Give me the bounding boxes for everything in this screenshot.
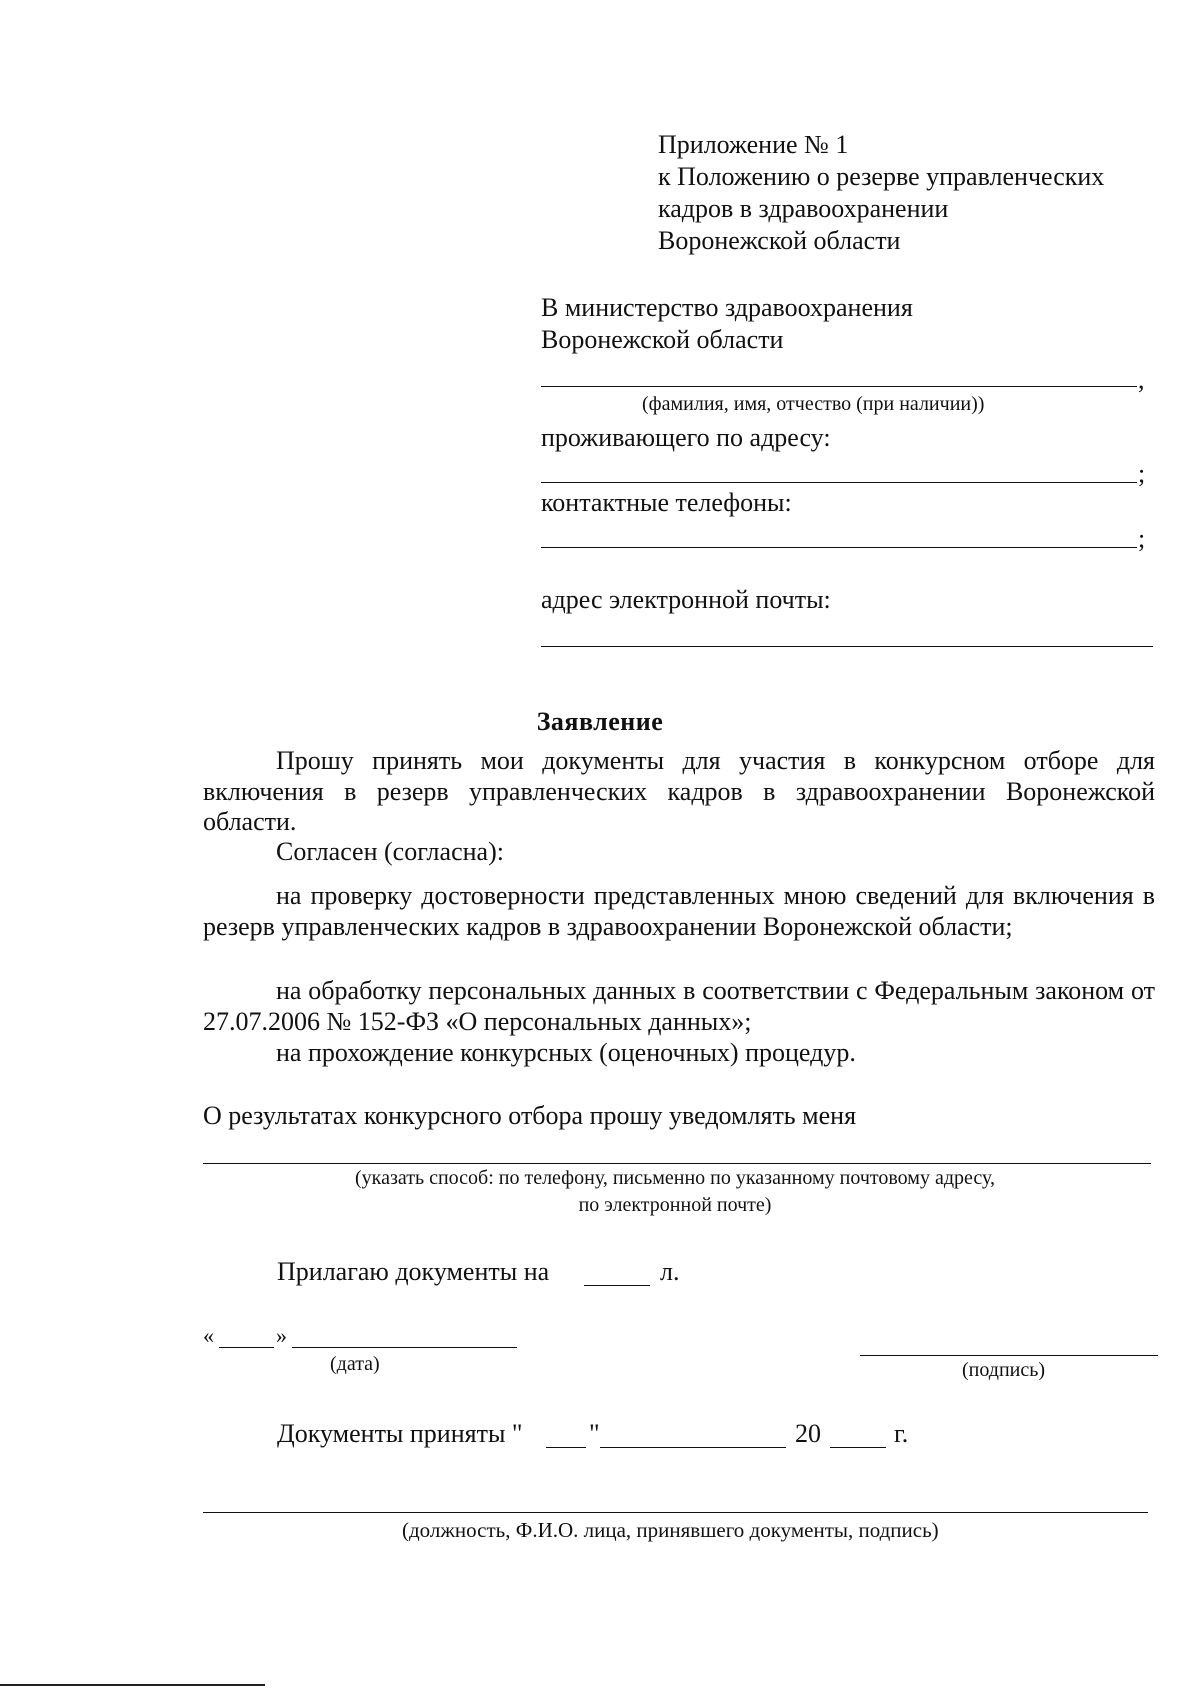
attach-suffix: л. [660, 1257, 680, 1286]
accepted-year-blank [830, 1447, 886, 1448]
accepted-day-blank [546, 1447, 586, 1448]
fio-blank-line [541, 386, 1137, 387]
paragraph-consent-verification: на проверку достоверности представленных мною сведений для включения в резерв управленческих кадров в здравоохранении Воронежской области; [203, 881, 1155, 941]
fio-comma: , [1138, 365, 1145, 394]
signature-blank-line [860, 1355, 1158, 1356]
date-open-quote: « [203, 1323, 214, 1348]
notify-hint-line-2: по электронной почте) [578, 1194, 772, 1216]
email-label: адрес электронной почты: [541, 585, 831, 614]
addressee-line-2: Воронежской области [541, 325, 784, 354]
phones-semicolon: ; [1138, 524, 1146, 553]
phones-label: контактные телефоны: [541, 488, 792, 517]
accepted-year-suffix: г. [894, 1419, 909, 1448]
paragraph-consent-procedures: на прохождение конкурсных (оценочных) процедур. [276, 1038, 856, 1067]
notify-text: О результатах конкурсного отбора прошу уведомлять меня [203, 1101, 857, 1130]
appendix-number: Приложение № 1 [658, 130, 849, 159]
email-blank-line [541, 646, 1153, 647]
accepted-year-prefix: 20 [795, 1419, 821, 1448]
paragraph-request: Прошу принять мои документы для участия в конкурсном отборе для включения в резерв управленческих кадров в здравоохранении Воронежской области. [203, 746, 1155, 836]
document-title: Заявление [536, 707, 664, 736]
residence-label: проживающего по адресу: [541, 423, 831, 452]
attach-pages-blank [584, 1285, 650, 1286]
notify-blank-line [203, 1163, 1151, 1164]
attach-prefix: Прилагаю документы на [277, 1257, 550, 1286]
accepted-by-hint: (должность, Ф.И.О. лица, принявшего документы, подпись) [402, 1518, 939, 1542]
notify-hint-line-1: (указать способ: по телефону, письменно по указанному почтовому адресу, [355, 1167, 995, 1189]
scan-edge-mark [0, 1684, 265, 1686]
phones-blank-line [541, 547, 1137, 548]
paragraph-consent-personal-data: на обработку персональных данных в соответствии с Федеральным законом от 27.07.2006 № 152-ФЗ «О персональных данных»; [203, 976, 1155, 1036]
accepted-mid-quote: " [589, 1419, 600, 1448]
appendix-line-4: Воронежской области [658, 226, 901, 255]
date-month-blank [292, 1347, 517, 1348]
accepted-by-blank-line [203, 1512, 1148, 1513]
residence-semicolon: ; [1138, 459, 1146, 488]
signature-hint: (подпись) [962, 1359, 1046, 1381]
addressee-line-1: В министерство здравоохранения [541, 293, 913, 322]
accepted-month-blank [600, 1447, 786, 1448]
fio-hint: (фамилия, имя, отчество (при наличии)) [642, 393, 985, 415]
appendix-line-3: кадров в здравоохранении [658, 194, 949, 223]
appendix-line-2: к Положению о резерве управленческих [658, 162, 1105, 191]
date-hint: (дата) [330, 1353, 380, 1375]
accepted-prefix: Документы приняты " [277, 1419, 523, 1448]
paragraph-consent-intro: Согласен (согласна): [276, 837, 504, 866]
date-close-quote: » [276, 1323, 287, 1348]
date-day-blank [219, 1347, 274, 1348]
residence-blank-line [541, 482, 1137, 483]
